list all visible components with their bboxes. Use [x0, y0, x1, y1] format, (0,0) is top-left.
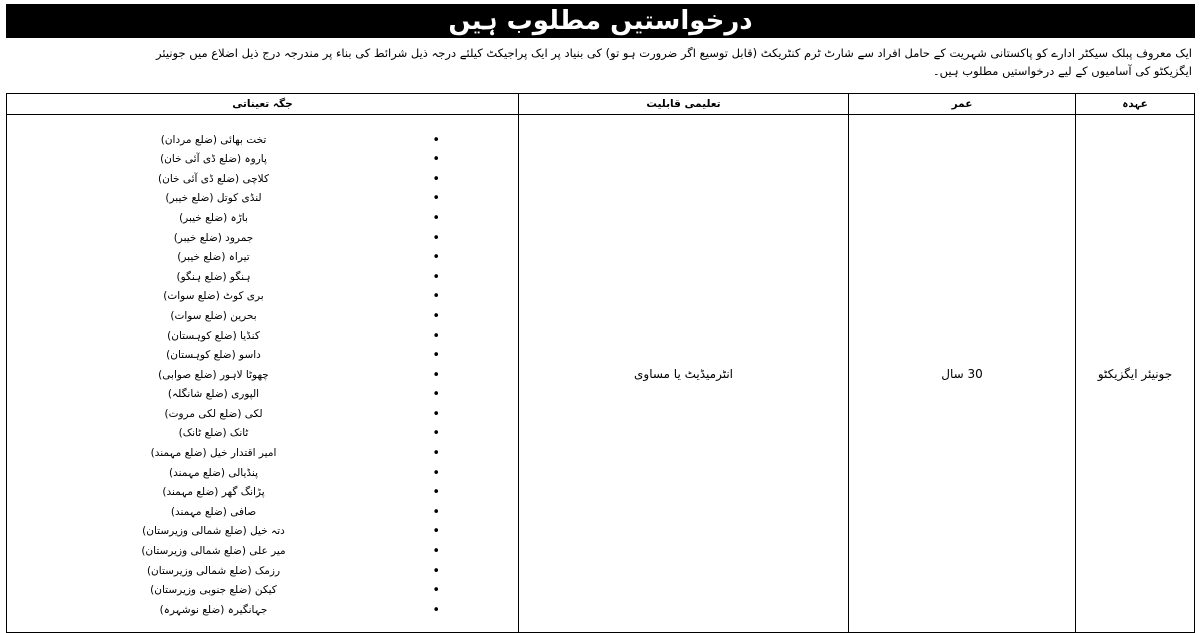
list-item — [7, 189, 518, 209]
locations-list — [7, 127, 518, 621]
bullet-icon: • — [432, 152, 440, 168]
location-label: الپوری (ضلع شانگلہ) — [167, 388, 260, 401]
list-item — [7, 562, 518, 582]
vacancy-table — [6, 93, 1195, 633]
list-item — [7, 444, 518, 464]
bullet-icon: • — [432, 230, 440, 246]
list-item — [7, 307, 518, 327]
location-label: میر علی (ضلع شمالی وزیرستان) — [141, 545, 286, 558]
intro-line-1: ایک معروف پبلک سیکٹر ادارے کو پاکستانی شہریت کے حامل افراد سے شارٹ ٹرم کنٹریکٹ (قابل توسیع اگر ضرورت ہو تو) کی بنیاد پر ایک پراجیکٹ کیلئے درجہ ذیل شرائط کی بناء پر مندرجہ درج ذیل اضلاع میں جونیئر — [156, 46, 1192, 60]
locations-cell — [7, 115, 519, 633]
location-label: داسو (ضلع کوہستان) — [166, 349, 261, 362]
post-cell: جونیئر ایگزیکٹو — [1076, 115, 1195, 633]
bullet-icon: • — [432, 250, 440, 266]
list-item — [7, 464, 518, 484]
list-item — [7, 385, 518, 405]
list-item — [7, 405, 518, 425]
header-locations: جگہ تعیناتی — [7, 94, 519, 115]
bullet-icon: • — [432, 446, 440, 462]
list-item — [7, 131, 518, 151]
list-item — [7, 483, 518, 503]
location-label: رزمک (ضلع شمالی وزیرستان) — [146, 564, 281, 577]
list-item — [7, 268, 518, 288]
location-label: کیکن (ضلع جنوبی وزیرستان) — [150, 584, 277, 597]
location-label: پنڈیالی (ضلع مہمند) — [168, 466, 259, 479]
bullet-icon: • — [432, 583, 440, 599]
bullet-icon: • — [432, 387, 440, 403]
list-item — [7, 229, 518, 249]
list-item — [7, 601, 518, 621]
bullet-icon: • — [432, 465, 440, 481]
bullet-icon: • — [432, 544, 440, 560]
qualification-cell: انٹرمیڈیٹ یا مساوی — [519, 115, 849, 633]
header-age: عمر — [849, 94, 1076, 115]
location-label: پڑانگ گھر (ضلع مہمند) — [162, 486, 265, 499]
location-label: باڑہ (ضلع خیبر) — [179, 211, 248, 224]
list-item — [7, 522, 518, 542]
list-item — [7, 327, 518, 347]
intro-line-2: ایگزیکٹو کی آسامیوں کے لیے درخواستیں مطلوب ہیں۔ — [932, 64, 1192, 78]
location-label: ٹانک (ضلع ٹانک) — [178, 427, 249, 440]
location-label: بحرین (ضلع سوات) — [170, 309, 257, 322]
bullet-icon: • — [432, 171, 440, 187]
header-post: عہدہ — [1076, 94, 1195, 115]
list-item — [7, 150, 518, 170]
table-row — [7, 115, 1195, 633]
age-cell: 30 سال — [849, 115, 1076, 633]
list-item — [7, 542, 518, 562]
bullet-icon: • — [432, 563, 440, 579]
location-label: جہانگیرہ (ضلع نوشہرہ) — [159, 603, 268, 616]
location-label: لکی (ضلع لکی مروت) — [164, 407, 263, 420]
bullet-icon: • — [432, 328, 440, 344]
location-label: تیراہ (ضلع خیبر) — [177, 251, 250, 264]
location-label: بری کوٹ (ضلع سوات) — [163, 290, 264, 303]
list-item — [7, 248, 518, 268]
bullet-icon: • — [432, 191, 440, 207]
location-label: کلاچی (ضلع ڈی آئی خان) — [158, 172, 269, 185]
location-label: پاروہ (ضلع ڈی آئی خان) — [160, 153, 267, 166]
list-item — [7, 170, 518, 190]
list-item — [7, 366, 518, 386]
list-item — [7, 346, 518, 366]
ad-title: درخواستیں مطلوب ہیں — [6, 4, 1195, 38]
intro-paragraph — [6, 44, 1192, 80]
bullet-icon: • — [432, 406, 440, 422]
bullet-icon: • — [432, 524, 440, 540]
bullet-icon: • — [432, 132, 440, 148]
bullet-icon: • — [432, 602, 440, 618]
location-label: چھوٹا لاہور (ضلع صوابی) — [158, 368, 269, 381]
location-label: ہنگو (ضلع ہنگو) — [176, 270, 251, 283]
bullet-icon: • — [432, 289, 440, 305]
location-label: جمرود (ضلع خیبر) — [173, 231, 254, 244]
location-label: دتہ خیل (ضلع شمالی وزیرستان) — [142, 525, 285, 538]
list-item — [7, 424, 518, 444]
bullet-icon: • — [432, 426, 440, 442]
table-header-row — [7, 94, 1195, 115]
bullet-icon: • — [432, 348, 440, 364]
bullet-icon: • — [432, 269, 440, 285]
location-label: امیر اقتدار خیل (ضلع مہمند) — [150, 447, 277, 460]
location-label: کنڈیا (ضلع کوہستان) — [167, 329, 260, 342]
list-item — [7, 503, 518, 523]
list-item — [7, 287, 518, 307]
bullet-icon: • — [432, 210, 440, 226]
bullet-icon: • — [432, 504, 440, 520]
bullet-icon: • — [432, 308, 440, 324]
list-item — [7, 209, 518, 229]
location-label: لنڈی کوتل (ضلع خیبر) — [165, 192, 262, 205]
location-label: صافی (ضلع مہمند) — [170, 505, 257, 518]
header-qualification: تعلیمی قابلیت — [519, 94, 849, 115]
bullet-icon: • — [432, 485, 440, 501]
list-item — [7, 581, 518, 601]
location-label: تخت بھائی (ضلع مردان) — [160, 133, 267, 146]
bullet-icon: • — [432, 367, 440, 383]
